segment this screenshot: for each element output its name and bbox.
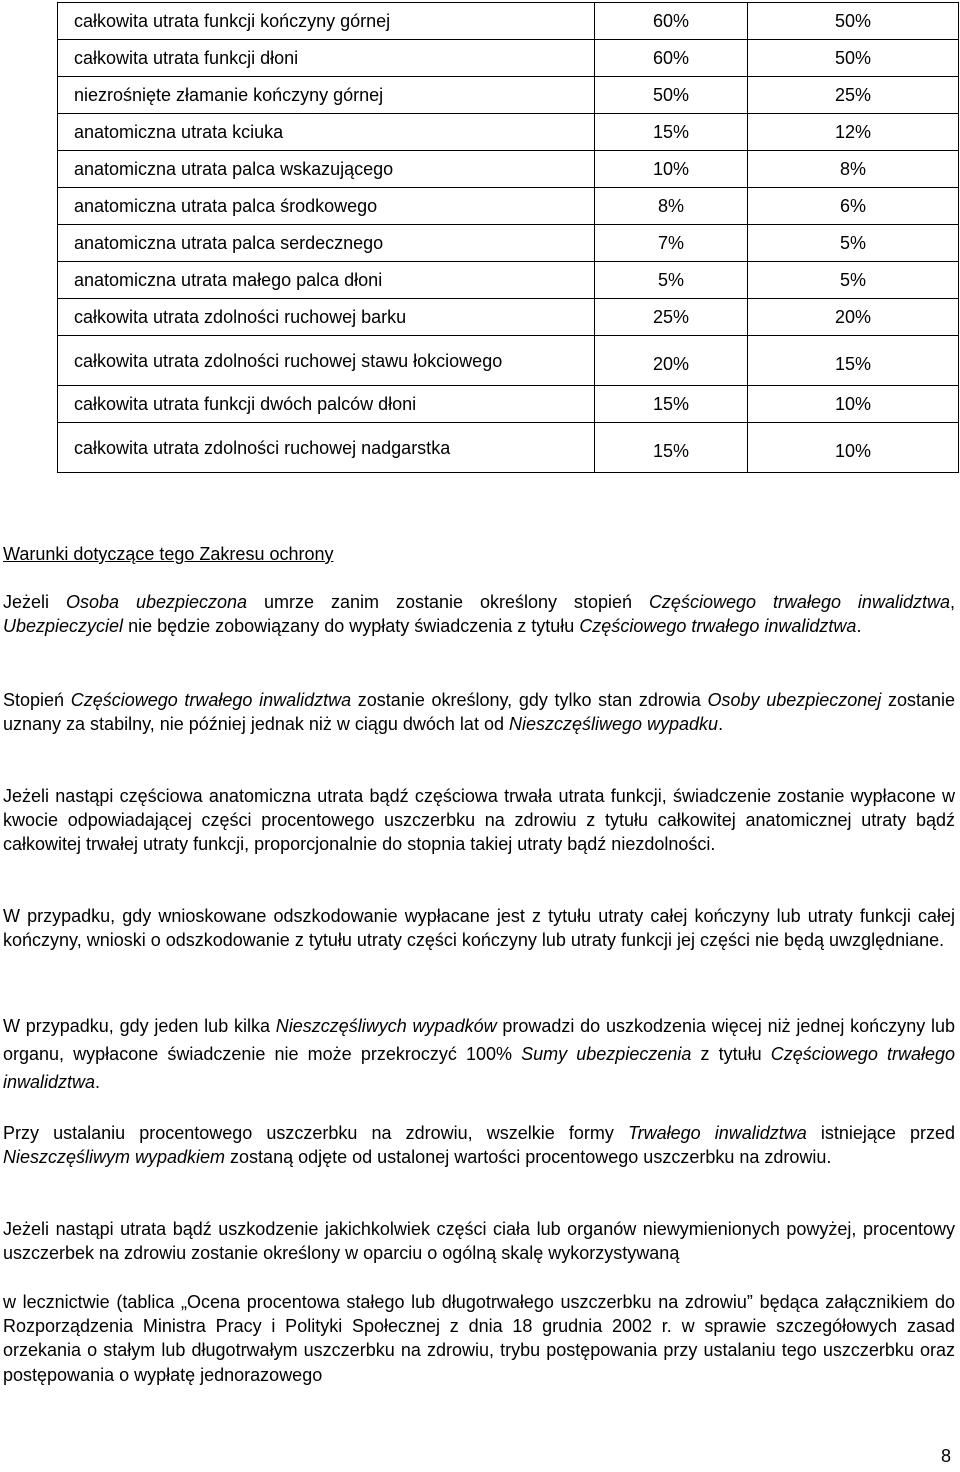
paragraph-assessment-timing: Stopień Częściowego trwałego inwalidztwa zostanie określony, gdy tylko stan zdrowia Osoby ubezpieczonej zostanie uznany za stabilny, nie później jednak niż w ciągu dwóch lat od Nieszczęśliwego wypadku. <box>3 690 955 735</box>
rates-table-body <box>58 3 959 473</box>
table-row <box>58 77 959 114</box>
disability-rates-table <box>57 2 959 473</box>
injury-name-cell: całkowita utrata zdolności ruchowej stawu łokciowego <box>58 336 595 386</box>
rate-cell-a: 15% <box>595 423 748 473</box>
rate-cell-a: 15% <box>595 114 748 151</box>
rate-cell-a: 5% <box>595 262 748 299</box>
rate-cell-b: 6% <box>748 188 959 225</box>
rate-cell-b: 50% <box>748 40 959 77</box>
table-row <box>58 188 959 225</box>
table-row <box>58 40 959 77</box>
paragraph-other-injuries-line2: w lecznictwie (tablica „Ocena procentowa stałego lub długotrwałego uszczerbku na zdrowiu” będąca załącznikiem do Rozporządzenia Ministra Pracy i Polityki Społecznej z dnia 18 grudnia 2002 r. w sprawie szczegółowych zasad orzekania o stałym lub długotrwałym uszczerbku na zdrowiu, trybu postępowania przy ustalaniu tego uszczerbku oraz postępowania o wypłatę jednorazowego <box>3 1292 955 1385</box>
injury-name-cell: całkowita utrata funkcji dwóch palców dłoni <box>58 386 595 423</box>
rate-cell-a: 10% <box>595 151 748 188</box>
injury-name-cell: niezrośnięte złamanie kończyny górnej <box>58 77 595 114</box>
injury-name-cell: anatomiczna utrata palca serdecznego <box>58 225 595 262</box>
injury-name-cell: anatomiczna utrata małego palca dłoni <box>58 262 595 299</box>
rate-cell-a: 50% <box>595 77 748 114</box>
paragraph-multiple-injuries: W przypadku, gdy jeden lub kilka Nieszczęśliwych wypadków prowadzi do uszkodzenia więcej niż jednej kończyny lub organu, wypłacone świadczenie nie może przekroczyć 100% Sumy ubezpieczenia z tytułu Częściowego trwałego inwalidztwa. <box>3 1016 955 1092</box>
rate-cell-a: 8% <box>595 188 748 225</box>
injury-name-cell: anatomiczna utrata palca wskazującego <box>58 151 595 188</box>
rate-cell-a: 7% <box>595 225 748 262</box>
paragraph-partial-loss: Jeżeli nastąpi częściowa anatomiczna utrata bądź częściowa trwała utrata funkcji, świadczenie zostanie wypłacone w kwocie odpowiadającej części procentowego uszczerbku na zdrowiu z tytułu całkowitej anatomicznej utraty bądź całkowitej trwałej utraty funkcji, proporcjonalnie do stopnia takiej utraty bądź niezdolności. <box>3 786 955 855</box>
table-row <box>58 3 959 40</box>
paragraph-preexisting-disability: Przy ustalaniu procentowego uszczerbku na zdrowiu, wszelkie formy Trwałego inwalidztwa istniejące przed Nieszczęśliwym wypadkiem zostaną odjęte od ustalonej wartości procentowego uszczerbku na zdrowiu. <box>3 1123 956 1168</box>
rate-cell-a: 60% <box>595 40 748 77</box>
rate-cell-b: 5% <box>748 262 959 299</box>
injury-name-cell: całkowita utrata funkcji kończyny górnej <box>58 3 595 40</box>
table-row <box>58 299 959 336</box>
section-title: Warunki dotyczące tego Zakresu ochrony <box>3 544 334 564</box>
table-row <box>58 114 959 151</box>
injury-name-cell: całkowita utrata zdolności ruchowej barku <box>58 299 595 336</box>
rate-cell-b: 5% <box>748 225 959 262</box>
injury-name-cell: anatomiczna utrata palca środkowego <box>58 188 595 225</box>
table-row <box>58 336 959 386</box>
table-row <box>58 151 959 188</box>
rate-cell-a: 20% <box>595 336 748 386</box>
page-number: 8 <box>940 1446 951 1466</box>
paragraph-whole-limb: W przypadku, gdy wnioskowane odszkodowanie wypłacane jest z tytułu utraty całej kończyny lub utraty funkcji całej kończyny, wnioski o odszkodowanie z tytułu utraty części kończyny lub utraty funkcji jej części nie będą uwzględniane. <box>3 906 955 951</box>
rate-cell-b: 20% <box>748 299 959 336</box>
paragraph-other-injuries-line1: Jeżeli nastąpi utrata bądź uszkodzenie jakichkolwiek części ciała lub organów niewymienionych powyżej, procentowy uszczerbek na zdrowiu zostanie określony w oparciu o ogólną skalę wykorzystywaną <box>3 1219 955 1264</box>
rate-cell-b: 25% <box>748 77 959 114</box>
injury-name-cell: anatomiczna utrata kciuka <box>58 114 595 151</box>
table-row <box>58 386 959 423</box>
rate-cell-b: 50% <box>748 3 959 40</box>
rate-cell-b: 10% <box>748 423 959 473</box>
rate-cell-b: 10% <box>748 386 959 423</box>
rate-cell-a: 25% <box>595 299 748 336</box>
table-row <box>58 423 959 473</box>
injury-name-cell: całkowita utrata zdolności ruchowej nadgarstka <box>58 423 595 473</box>
paragraph-death-before-assessment: Jeżeli Osoba ubezpieczona umrze zanim zostanie określony stopień Częściowego trwałego inwalidztwa, Ubezpieczyciel nie będzie zobowiązany do wypłaty świadczenia z tytułu Częściowego trwałego inwalidztwa. <box>3 592 955 637</box>
table-row <box>58 225 959 262</box>
rate-cell-a: 60% <box>595 3 748 40</box>
rate-cell-b: 12% <box>748 114 959 151</box>
rate-cell-b: 8% <box>748 151 959 188</box>
rate-cell-a: 15% <box>595 386 748 423</box>
table-row <box>58 262 959 299</box>
rate-cell-b: 15% <box>748 336 959 386</box>
injury-name-cell: całkowita utrata funkcji dłoni <box>58 40 595 77</box>
